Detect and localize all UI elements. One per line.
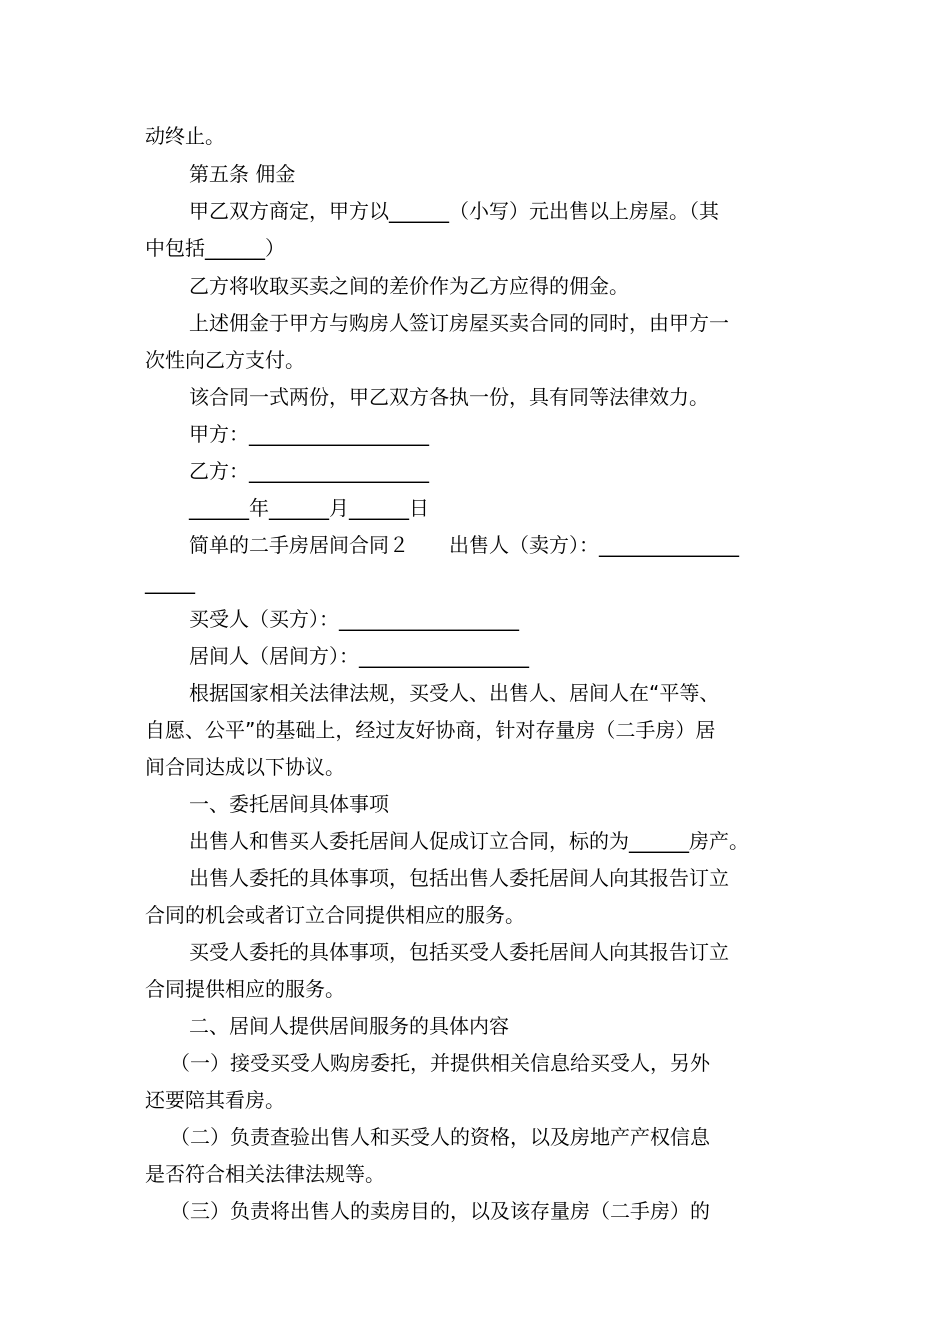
text-line: 间合同达成以下协议。 bbox=[145, 755, 345, 779]
text-line: 还要陪其看房。 bbox=[145, 1088, 285, 1112]
section-heading: 二、居间人提供居间服务的具体内容 bbox=[189, 1014, 509, 1038]
text-line: 该合同一式两份，甲乙双方各执一份，具有同等法律效力。 bbox=[189, 385, 709, 409]
text-line: 甲乙双方商定，甲方以______（小写）元出售以上房屋。（其 bbox=[189, 199, 719, 223]
text-line: （一）接受买受人购房委托，并提供相关信息给买受人，另外 bbox=[170, 1051, 710, 1075]
text-line: 乙方将收取买卖之间的差价作为乙方应得的佣金。 bbox=[189, 274, 629, 298]
buyer-line: 买受人（买方）：__________________ bbox=[189, 607, 519, 631]
signature-line-party-b: 乙方：__________________ bbox=[189, 459, 429, 483]
text-line: 自愿、公平”的基础上，经过友好协商，针对存量房（二手房）居 bbox=[145, 718, 716, 742]
date-line: ______年______月______日 bbox=[189, 496, 429, 520]
broker-line: 居间人（居间方）：_________________ bbox=[189, 644, 529, 668]
text-line: （二）负责查验出售人和买受人的资格，以及房地产产权信息 bbox=[170, 1125, 710, 1149]
signature-line-party-a: 甲方：__________________ bbox=[189, 422, 429, 446]
text-line: 上述佣金于甲方与购房人签订房屋买卖合同的同时，由甲方一 bbox=[189, 311, 729, 335]
text-line: _____ bbox=[145, 570, 195, 594]
text-line: 买受人委托的具体事项，包括买受人委托居间人向其报告订立 bbox=[189, 940, 729, 964]
section-heading: 第五条 佣金 bbox=[189, 162, 296, 186]
text-line: 出售人委托的具体事项，包括出售人委托居间人向其报告订立 bbox=[189, 866, 729, 890]
text-line: 动终止。 bbox=[145, 124, 225, 148]
text-line: 合同提供相应的服务。 bbox=[145, 977, 345, 1001]
text-line: 中包括______） bbox=[145, 236, 285, 260]
text-line: 是否符合相关法律法规等。 bbox=[145, 1162, 385, 1186]
section-heading: 一、委托居间具体事项 bbox=[189, 792, 389, 816]
text-line: 合同的机会或者订立合同提供相应的服务。 bbox=[145, 903, 525, 927]
contract-title-line: 简单的二手房居间合同２ 出售人（卖方）：______________ bbox=[189, 533, 739, 557]
text-line: 次性向乙方支付。 bbox=[145, 348, 305, 372]
text-line: 出售人和售买人委托居间人促成订立合同，标的为______房产。 bbox=[189, 829, 749, 853]
text-line: 根据国家相关法律法规，买受人、出售人、居间人在“平等、 bbox=[189, 681, 720, 705]
text-line: （三）负责将出售人的卖房目的，以及该存量房（二手房）的 bbox=[170, 1199, 710, 1223]
